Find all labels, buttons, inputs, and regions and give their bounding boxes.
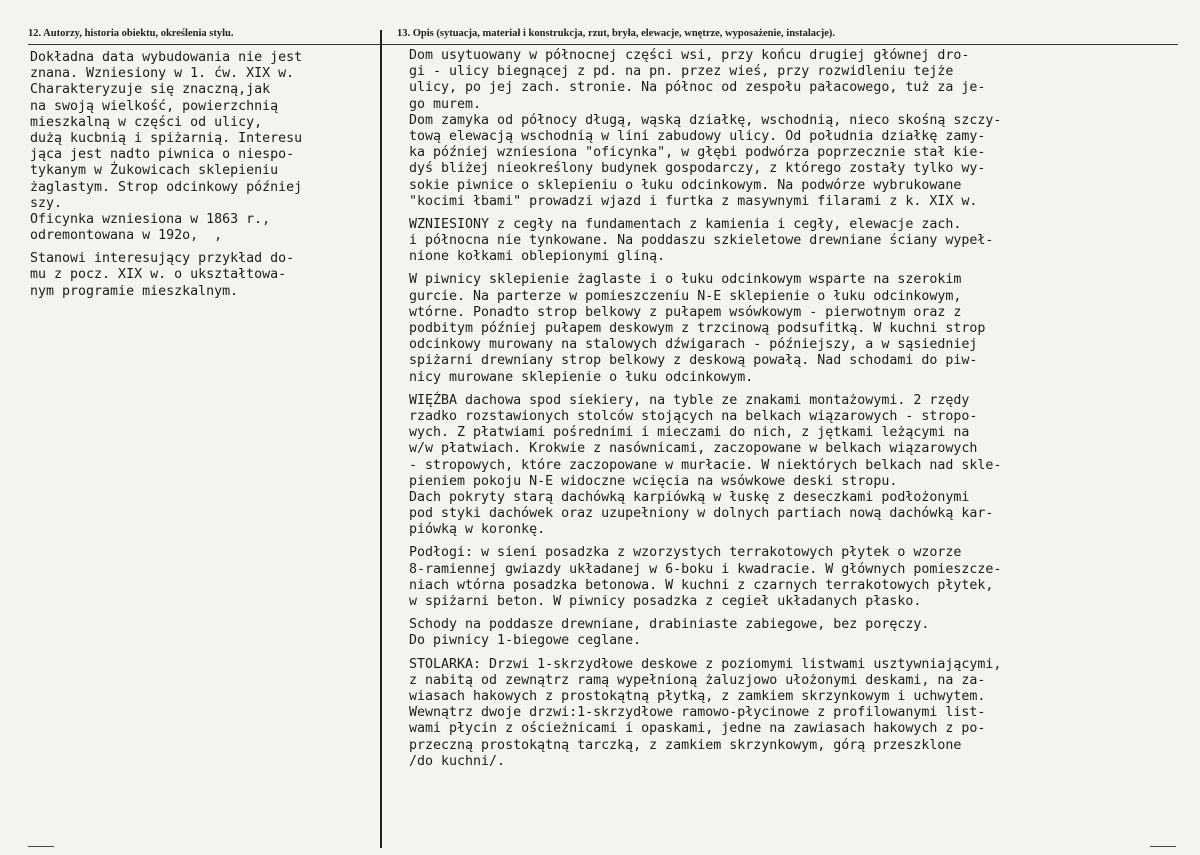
text-line: /do kuchni/. — [409, 753, 506, 769]
text-line: wiasach hakowych z prostokątną płytką, z zamkiem skrzynkowym i uchwytem. — [409, 688, 986, 704]
text-line: ulicy, po jej zach. stronie. Na północ od zespołu pałacowego, tuż za je- — [409, 80, 986, 96]
text-line: znana. Wzniesiony w 1. ćw. XIX w. — [30, 66, 295, 82]
text-line: sokie piwnice o sklepieniu o łuku odcinkowym. Na podwórze wybrukowane — [409, 177, 962, 193]
text-line: WIĘŹBA dachowa spod siekiery, na tyble ze znakami montażowymi. 2 rzędy — [409, 392, 970, 408]
text-line: dużą kucbnią i spiżarnią. Interesu — [30, 130, 303, 146]
text-line: Do piwnicy 1-biegowe ceglane. — [409, 633, 642, 649]
text-line: jąca jest nadto piwnica o niespo- — [30, 147, 295, 163]
text-paragraph — [409, 272, 1189, 385]
text-line: Charakteryzuje się znaczną,jak — [30, 82, 271, 98]
text-line: Stanowi interesujący przykład do- — [30, 251, 295, 267]
text-paragraph — [409, 545, 1189, 610]
text-line: mu z pocz. XIX w. o ukształtowa- — [30, 267, 287, 283]
bottom-mark-right — [1150, 846, 1176, 847]
text-line: tową elewacją wschodnią w lini zabudowy ulicy. Od południa działkę zamy- — [409, 128, 986, 144]
column-divider — [380, 30, 382, 848]
text-line: wych. Z płatwiami pośrednimi i mieczami do nich, z jętkami leżącymi na — [409, 425, 970, 441]
text-paragraph — [409, 393, 1189, 539]
text-paragraph — [30, 50, 376, 244]
header-rule — [28, 44, 1178, 45]
text-line: wtórne. Ponadto strop belkowy z pułapem wsówkowym - pierwotnym oraz z — [409, 304, 962, 320]
text-line: pieniem pokoju N-E widoczne wcięcia na wsówkowe deski stropu. — [409, 473, 898, 489]
section-13-header: 13. Opis (sytuacja, materiał i konstrukcja, rzut, bryła, elewacje, wnętrze, wyposażenie, instalacje). — [397, 28, 836, 39]
text-line: Wewnątrz dwoje drzwi:1-skrzydłowe ramowo-płycinowe z profilowanymi list- — [409, 705, 986, 721]
text-line: spiżarni drewniany strop belkowy z deskową powałą. Nad schodami do piw- — [409, 353, 978, 369]
text-line: Podłogi: w sieni posadzka z wzorzystych terrakotowych płytek o wzorze — [409, 545, 962, 561]
text-line: Schody na poddasze drewniane, drabiniaste zabiegowe, bez poręczy. — [409, 617, 930, 633]
text-line: "kocimi łbami" prowadzi wjazd i furtka z masywnymi filarami z k. XIX w. — [409, 193, 978, 209]
description-column — [409, 48, 1189, 777]
text-line: w/w płatwiach. Krokwie z nasównicami, zaczopowane w belkach wiązarowych — [409, 441, 978, 457]
text-line: WZNIESIONY z cegły na fundamentach z kamienia i cegły, elewacje zach. — [409, 216, 962, 232]
text-line: - stropowych, które zaczopowane w murłacie. W niektórych belkach nad skle- — [409, 457, 1002, 473]
text-line: niach wtórna posadzka betonowa. W kuchni z czarnych terrakotowych płytek, — [409, 577, 994, 593]
text-line: tykanym w Żukowicach sklepieniu — [30, 163, 279, 179]
text-line: na swoją wielkość, powierzchnią — [30, 98, 279, 114]
text-line: szy. — [30, 195, 63, 211]
text-line: odremontowana w 192o, , — [30, 228, 223, 244]
text-line: gurcie. Na parterze w pomieszczeniu N-E sklepienie o łuku odcinkowym, — [409, 288, 962, 304]
text-line: Oficynka wzniesiona w 1863 r., — [30, 211, 271, 227]
text-line: nicy murowane sklepienie o łuku odcinkowym. — [409, 369, 754, 385]
text-line: Dokładna data wybudowania nie jest — [30, 50, 303, 65]
text-line: Dom usytuowany w północnej części wsi, przy końcu drugiej głównej dro- — [409, 48, 970, 63]
text-line: mieszkalną w części od ulicy, — [30, 114, 263, 130]
text-line: z nabitą od zewnątrz ramą wypełnioną żaluzjowo ułożonymi deskami, na za- — [409, 672, 986, 688]
text-line: przeczną prostokątną tarczką, z zamkiem skrzynkowym, górą przeszklone — [409, 737, 962, 753]
text-line: STOLARKA: Drzwi 1-skrzydłowe deskowe z poziomymi listwami usztywniającymi, — [409, 656, 1002, 672]
text-line: Dach pokryty starą dachówką karpiówką w łuskę z deseczkami podłożonymi — [409, 489, 970, 505]
text-line: W piwnicy sklepienie żaglaste i o łuku odcinkowym wsparte na szerokim — [409, 272, 962, 288]
history-column — [30, 50, 376, 307]
bottom-mark-left — [28, 846, 54, 847]
text-line: wami płycin z ościeżnicami i opaskami, jedne na zawiasach hakowych z po- — [409, 721, 986, 737]
text-line: i północna nie tynkowane. Na poddaszu szkieletowe drewniane ściany wypeł- — [409, 233, 994, 249]
text-line: odcinkowy murowany na stalowych dźwigarach - późniejszy, a w sąsiedniej — [409, 337, 978, 353]
text-line: piówką w koronkę. — [409, 522, 546, 538]
section-12-header: 12. Autorzy, historia obiektu, określenia stylu. — [28, 28, 234, 39]
text-paragraph — [409, 617, 1189, 649]
text-line: pod styki dachówek oraz uzupełniony w dolnych partiach nową dachówką kar- — [409, 506, 994, 522]
text-line: dyś bliżej nieokreślony budynek gospodarczy, z którego zostały tylko wy- — [409, 161, 986, 177]
text-line: Dom zamyka od północy długą, wąską działkę, wschodnią, nieco skośną szczy- — [409, 112, 1002, 128]
text-line: nym programie mieszkalnym. — [30, 283, 239, 299]
text-paragraph — [409, 217, 1189, 266]
text-line: w spiżarni beton. W piwnicy posadzka z cegieł układanych płasko. — [409, 594, 922, 609]
text-line: podbitym później pułapem deskowym z trzcinową podsufitką. W kuchni strop — [409, 321, 986, 336]
text-line: ka później wzniesiona "oficynka", w głębi podwórza poprzecznie stał kie- — [409, 145, 986, 161]
text-line: gi - ulicy biegnącej z pd. na pn. przez wieś, przy rozwidleniu tejże — [409, 64, 954, 80]
text-paragraph — [409, 657, 1189, 770]
text-line: rzadko rozstawionych stolców stojących na belkach wiązarowych - stropo- — [409, 408, 978, 424]
text-paragraph — [409, 48, 1189, 210]
text-paragraph — [30, 251, 376, 300]
text-line: 8-ramiennej gwiazdy układanej w 6-boku i kwadracie. W głównych pomieszcze- — [409, 561, 1002, 577]
text-line: nione kołkami oblepionymi gliną. — [409, 249, 666, 265]
text-line: żaglastym. Strop odcinkowy później — [30, 179, 303, 195]
text-line: go murem. — [409, 96, 482, 112]
